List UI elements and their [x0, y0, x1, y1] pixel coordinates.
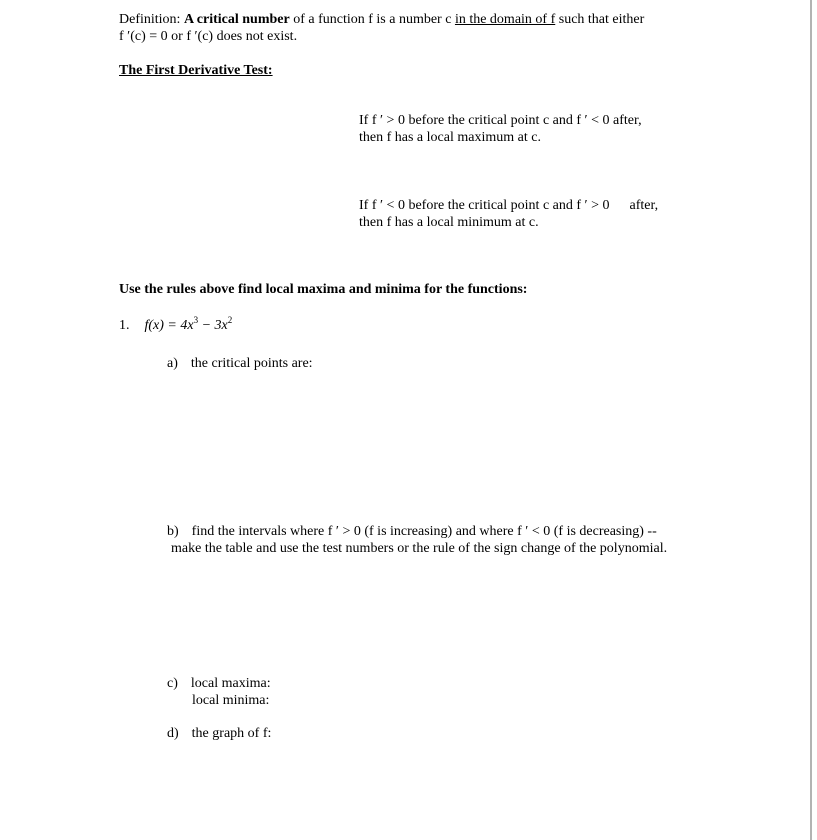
part-a-label: a) [167, 356, 178, 371]
part-a-text: the critical points are: [190, 356, 313, 371]
max-rule-line-1: If f ′ > 0 before the critical point c and f ′ < 0 after, [359, 113, 642, 128]
part-c [167, 675, 271, 692]
part-b-line-2: make the table and use the test numbers or the rule of the sign change of the polynomial. [171, 541, 668, 556]
page-right-edge [810, 0, 812, 840]
definition-term: A critical number [183, 12, 290, 27]
function-exponent-1: 3 [193, 315, 199, 325]
function-mid: − 3x [198, 318, 228, 333]
min-rule-line-1 [359, 197, 658, 214]
definition-domain-phrase: in the domain of f [454, 12, 556, 27]
first-derivative-test-heading: The First Derivative Test: [119, 63, 273, 78]
definition-prefix: Definition: [119, 12, 184, 27]
part-d-text: the graph of f: [191, 726, 272, 741]
definition-line-1 [119, 11, 644, 28]
part-c-label: c) [167, 676, 178, 691]
instructions: Use the rules above find local maxima and minima for the functions: [119, 282, 528, 297]
min-rule-line-2: then f has a local minimum at c. [359, 215, 539, 230]
part-c-line-2: local minima: [192, 693, 270, 708]
problem-1 [119, 317, 232, 334]
function-exponent-2: 2 [227, 315, 233, 325]
part-d-label: d) [167, 726, 179, 741]
part-a [167, 355, 313, 372]
part-b-line-1: find the intervals where f ′ > 0 (f is increasing) and where f ′ < 0 (f is decreasing) -- [191, 524, 657, 539]
definition-suffix: such that either [555, 12, 645, 27]
part-c-line-1: local maxima: [190, 676, 271, 691]
function-lhs: f(x) = 4x [144, 318, 194, 333]
min-rule-line-1a: If f ′ < 0 before the critical point c and f ′ > 0 [359, 198, 610, 213]
part-b-label: b) [167, 524, 179, 539]
definition-line-2: f ′(c) = 0 or f ′(c) does not exist. [119, 29, 298, 44]
part-d [167, 725, 271, 742]
part-b [167, 523, 657, 540]
problem-number: 1. [119, 318, 130, 333]
max-rule-line-2: then f has a local maximum at c. [359, 130, 541, 145]
min-rule-line-1b: after, [629, 198, 659, 213]
definition-mid: of a function f is a number c [289, 12, 455, 27]
